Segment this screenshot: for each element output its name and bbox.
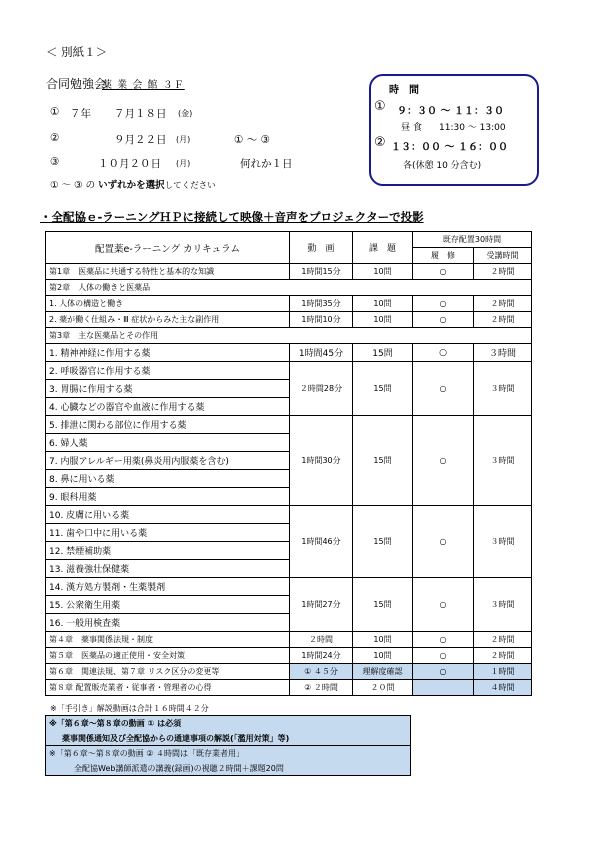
- note-text: 薬事関係通知及び全配協からの通達事項の解説(「濫用対策」等): [62, 734, 290, 743]
- table-row: [46, 344, 532, 362]
- section-label: 10. 皮膚に用いる薬: [46, 506, 290, 524]
- section-label: 5. 排泄に関わる部位に作用する薬: [46, 416, 290, 434]
- date-year: ７年: [70, 108, 91, 120]
- video-length: ２時間: [290, 632, 353, 648]
- completed-mark: ○: [413, 362, 474, 416]
- task-count: 10問: [353, 648, 413, 664]
- column-header-video: 動 画: [290, 232, 353, 264]
- course-hours: ４時間: [474, 680, 532, 696]
- task-count: 15問: [353, 344, 413, 362]
- video-length: 1時間27分: [290, 578, 353, 632]
- task-count: 理解度確認: [353, 664, 413, 680]
- column-header-hours: 受講時間: [474, 248, 532, 264]
- task-count: 15問: [353, 578, 413, 632]
- section-label: 16. 一般用検査薬: [46, 614, 290, 632]
- date-range: ① ～ ③: [234, 134, 271, 146]
- chapter-label: 第６章 関連法規、第７章 リスク区分の変更等: [46, 664, 290, 680]
- note-text: ※「第６章～第８章の動画 ② ４時間は「既存業者用」: [49, 749, 244, 758]
- completed-mark: ○: [413, 312, 474, 328]
- slot-1-number: ①: [374, 99, 386, 114]
- required-video-note: [45, 715, 411, 746]
- course-hours: ３時間: [474, 344, 532, 362]
- date-number: ②: [50, 132, 60, 144]
- task-count: 10問: [353, 296, 413, 312]
- chapter-label: 第2章 人体の働きと医薬品: [46, 280, 532, 296]
- table-header-row: [46, 232, 532, 248]
- table-row: [46, 632, 532, 648]
- course-hours: ２時間: [474, 264, 532, 280]
- section-label: 8. 鼻に用いる薬: [46, 470, 290, 488]
- lunch-label: 昼 食: [401, 123, 422, 133]
- date-value: １０月２０日: [98, 158, 161, 170]
- section-label: 1. 精神神経に作用する薬: [46, 344, 290, 362]
- column-header-completed: 履 修: [413, 248, 474, 264]
- section-label: 6. 婦人薬: [46, 434, 290, 452]
- chapter-label: 第５章 医薬品の適正使用・安全対策: [46, 648, 290, 664]
- completed-mark: ○: [413, 648, 474, 664]
- completed-mark: ○: [413, 632, 474, 648]
- table-row: [46, 328, 532, 344]
- video-length: ① ４５分: [290, 664, 353, 680]
- section-label: 4. 心臓などの器官や血液に作用する薬: [46, 398, 290, 416]
- course-hours: ２時間: [474, 648, 532, 664]
- meeting-title: 合同勉強会: [46, 77, 107, 91]
- completed-mark: ○: [413, 344, 474, 362]
- section-label: 2. 呼吸器官に作用する薬: [46, 362, 290, 380]
- video-length: 1時間15分: [290, 264, 353, 280]
- section-label: 13. 滋養強壮保健薬: [46, 560, 290, 578]
- table-row: [46, 362, 532, 380]
- note-text: 全配協Web講師派遣の講義(録画)の視聴２時間＋課題20問: [74, 764, 284, 773]
- table-row: [46, 664, 532, 680]
- video-length: ② ２時間: [290, 680, 353, 696]
- table-row: [46, 264, 532, 280]
- time-box-title: 時 間: [389, 85, 419, 96]
- completed-mark: ○: [413, 664, 474, 680]
- table-row: [46, 680, 532, 696]
- video-length: 1時間35分: [290, 296, 353, 312]
- date-number: ③: [50, 156, 60, 168]
- course-hours: ２時間: [474, 296, 532, 312]
- selection-note: ① ～ ③ の いずれかを選択してください: [50, 180, 216, 191]
- completed-mark: [413, 680, 474, 696]
- slot-2-time: １３：００ ～ １６：００: [391, 142, 508, 153]
- section-heading: ・全配協ｅ-ラーニングＨＰに接続して映像＋音声をプロジェクターで投影: [40, 210, 424, 224]
- table-row: [46, 416, 532, 434]
- video-total-note: ※「手引き」解説動画は合計１６時間４２分: [50, 704, 209, 713]
- section-label: 7. 内服アレルギー用薬(鼻炎用内服薬を含む): [46, 452, 290, 470]
- video-length: 1時間24分: [290, 648, 353, 664]
- chapter-label: 第８章 配置販売業者・従事者・管理者の心得: [46, 680, 290, 696]
- task-count: 10問: [353, 312, 413, 328]
- lunch-time: 11:30 ～ 13:00: [439, 123, 506, 133]
- task-count: 15問: [353, 362, 413, 416]
- course-hours: ３時間: [474, 578, 532, 632]
- table-row: [46, 648, 532, 664]
- task-count: ２０問: [353, 680, 413, 696]
- completed-mark: ○: [413, 264, 474, 280]
- completed-mark: ○: [413, 506, 474, 578]
- course-hours: ３時間: [474, 506, 532, 578]
- course-hours: ３時間: [474, 416, 532, 506]
- section-label: 9. 眼科用薬: [46, 488, 290, 506]
- section-label: 3. 胃腸に作用する薬: [46, 380, 290, 398]
- date-weekday: (月): [176, 159, 191, 168]
- date-value: ７月１８日: [114, 108, 167, 120]
- date-range: 何れか１日: [240, 158, 293, 170]
- video-length: ２時間28分: [290, 362, 353, 416]
- course-hours: ３時間: [474, 362, 532, 416]
- chapter-label: 第1章 医薬品に共通する特性と基本的な知識: [46, 264, 290, 280]
- meeting-venue: 薬 業 会 館 ３Ｆ: [102, 80, 185, 91]
- attachment-label: ＜ 別紙１＞: [46, 45, 108, 59]
- chapter-label: 第3章 主な医薬品とその作用: [46, 328, 532, 344]
- video-length: 1時間30分: [290, 416, 353, 506]
- course-hours: ２時間: [474, 312, 532, 328]
- column-header-curriculum: 配置薬e-ラーニング カリキュラム: [46, 232, 290, 264]
- task-count: 15問: [353, 416, 413, 506]
- task-count: 10問: [353, 264, 413, 280]
- slot-2-number: ②: [374, 135, 386, 150]
- date-value: ９月２２日: [114, 134, 167, 146]
- note-text: ※「第６章～第８章の動画 ① は必須: [49, 719, 182, 728]
- date-weekday: (月): [176, 135, 191, 144]
- section-label: 14. 漢方処方製剤・生薬製剤: [46, 578, 290, 596]
- date-number: ①: [50, 106, 60, 118]
- video-length: 1時間10分: [290, 312, 353, 328]
- completed-mark: ○: [413, 578, 474, 632]
- slot-1-time: ９：３０ ～ １１：３０: [397, 106, 504, 117]
- section-label: 1. 人体の構造と働き: [46, 296, 290, 312]
- video-length: 1時間45分: [290, 344, 353, 362]
- curriculum-table: [45, 231, 532, 696]
- section-label: 12. 禁煙補助薬: [46, 542, 290, 560]
- task-count: 10問: [353, 632, 413, 648]
- section-label: 15. 公衆衛生用薬: [46, 596, 290, 614]
- chapter-label: 第４章 薬事関係法規・制度: [46, 632, 290, 648]
- time-schedule-box: [369, 74, 539, 186]
- column-header-existing: 既存配置30時間: [413, 232, 532, 248]
- date-weekday: (金): [178, 109, 193, 118]
- course-hours: １時間: [474, 664, 532, 680]
- task-count: 15問: [353, 506, 413, 578]
- table-row: [46, 296, 532, 312]
- section-label: 2. 薬が働く仕組み・Ⅲ 症状からみた主な副作用: [46, 312, 290, 328]
- existing-operator-note: [45, 746, 411, 776]
- table-row: [46, 578, 532, 596]
- table-row: [46, 312, 532, 328]
- column-header-task: 課 題: [353, 232, 413, 264]
- course-hours: ２時間: [474, 632, 532, 648]
- completed-mark: ○: [413, 296, 474, 312]
- video-length: 1時間46分: [290, 506, 353, 578]
- table-row: [46, 506, 532, 524]
- completed-mark: ○: [413, 416, 474, 506]
- break-note: 各(休憩 10 分含む): [403, 161, 482, 171]
- section-label: 11. 歯や口中に用いる薬: [46, 524, 290, 542]
- table-row: [46, 280, 532, 296]
